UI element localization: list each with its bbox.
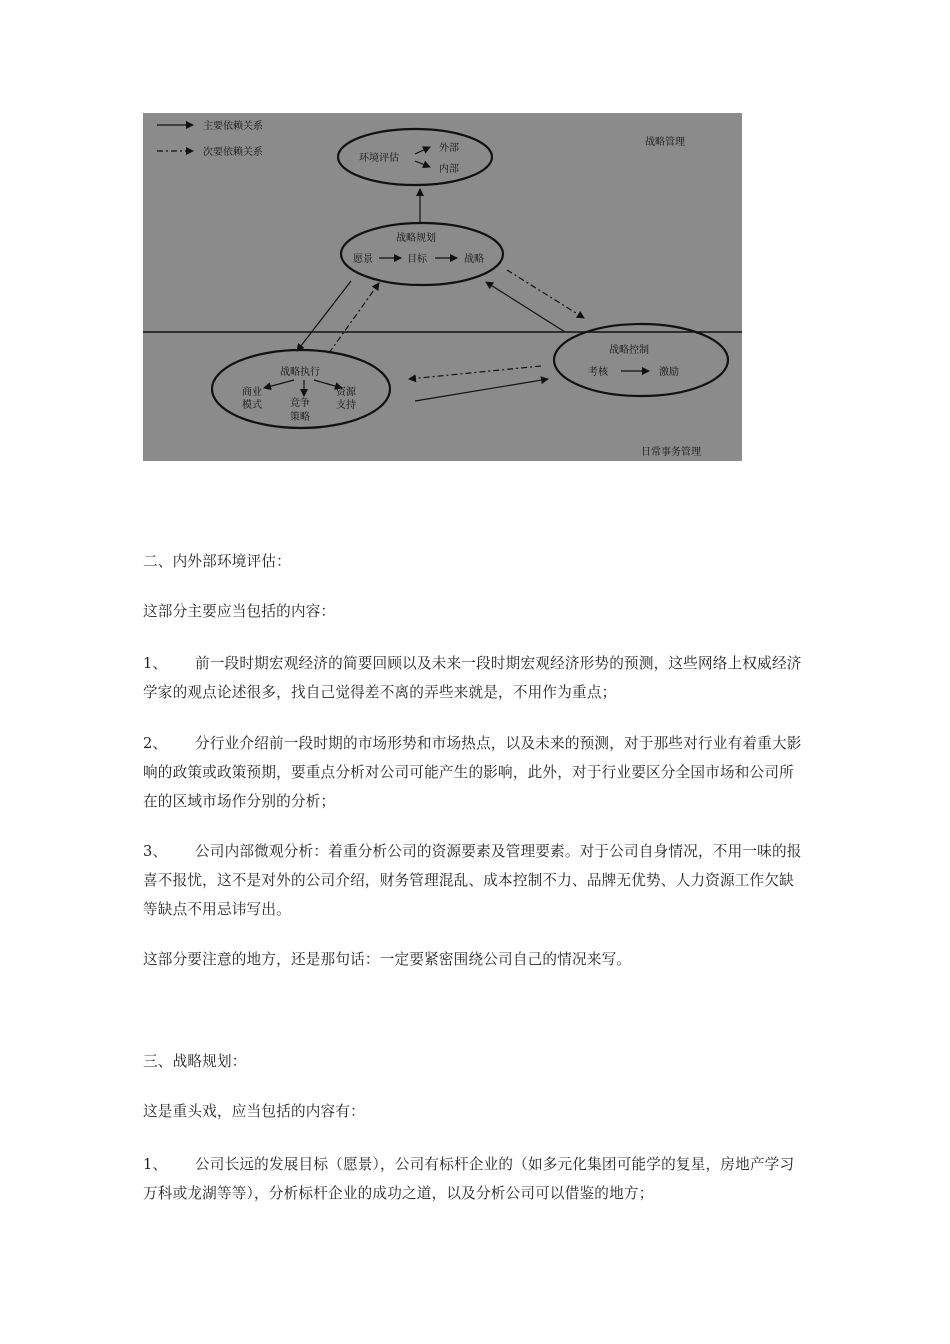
item-text: 公司内部微观分析：着重分析公司的资源要素及管理要素。对于公司自身情况，不用一味的报喜不报忧，这不是对外的公司介绍，财务管理混乱、成本控制不力、品牌无优势、人力资源工作欠缺等缺点不用忌讳写出。 [143,843,802,918]
item-number: 2、 [143,735,168,752]
execution-comp-line2: 策略 [290,412,310,423]
item-text: 公司长远的发展目标（愿景），公司有标杆企业的（如多元化集团可能学的复星，房地产学习万科或龙湖等等），分析标杆企业的成功之道，以及分析公司可以借鉴的地方； [143,1156,795,1202]
env-outer-label: 外部 [439,143,459,154]
execution-title: 战略执行 [280,367,320,378]
execution-res-line1: 资源 [336,387,356,398]
control-incentive: 激励 [659,367,679,378]
section-3-item-1 [143,1150,808,1208]
section-3-intro: 这是重头戏，应当包括的内容有： [143,1103,365,1120]
item-text: 分行业介绍前一段时期的市场形势和市场热点，以及未来的预测，对于那些对行业有着重大影响的政策或政策预期，要重点分析对公司可能产生的影响，此外，对于行业要区分全国市场和公司所在的区域市场作分别的分析； [143,735,802,810]
env-inner-label: 内部 [439,164,459,175]
execution-comp-line1: 竞争 [290,398,310,409]
planning-goal: 目标 [407,254,427,265]
execution-biz-line1: 商业 [242,387,262,398]
planning-vision: 愿景 [353,254,373,265]
item-number: 1、 [143,1156,168,1173]
section-2-item-2 [143,729,808,816]
strategy-management-diagram [143,113,742,461]
item-number: 1、 [143,655,168,672]
section-2-item-3 [143,837,808,924]
planning-title: 战略规划 [396,233,436,244]
control-title: 战略控制 [609,345,649,356]
section-2-note: 这部分要注意的地方，还是那句话：一定要紧密围绕公司自己的情况来写。 [143,951,632,968]
legend-primary-label: 主要依赖关系 [203,121,263,132]
legend-secondary-label: 次要依赖关系 [203,147,263,158]
section-2-item-1 [143,649,808,707]
item-text: 前一段时期宏观经济的简要回顾以及未来一段时期宏观经济形势的预测，这些网络上权威经济学家的观点论述很多，找自己觉得差不离的弄些来就是，不用作为重点； [143,655,802,701]
zone-top-label: 战略管理 [645,137,685,148]
section-2-intro: 这部分主要应当包括的内容： [143,603,336,620]
item-number: 3、 [143,843,168,860]
env-title: 环境评估 [359,153,399,164]
execution-biz-line2: 模式 [242,400,262,411]
execution-res-line2: 支持 [336,400,356,411]
section-2-heading: 二、内外部环境评估： [143,553,291,570]
control-assess: 考核 [588,367,608,378]
planning-strategy: 战略 [464,254,484,265]
zone-bottom-label: 日常事务管理 [641,447,701,458]
section-3-heading: 三、战略规划： [143,1053,247,1070]
